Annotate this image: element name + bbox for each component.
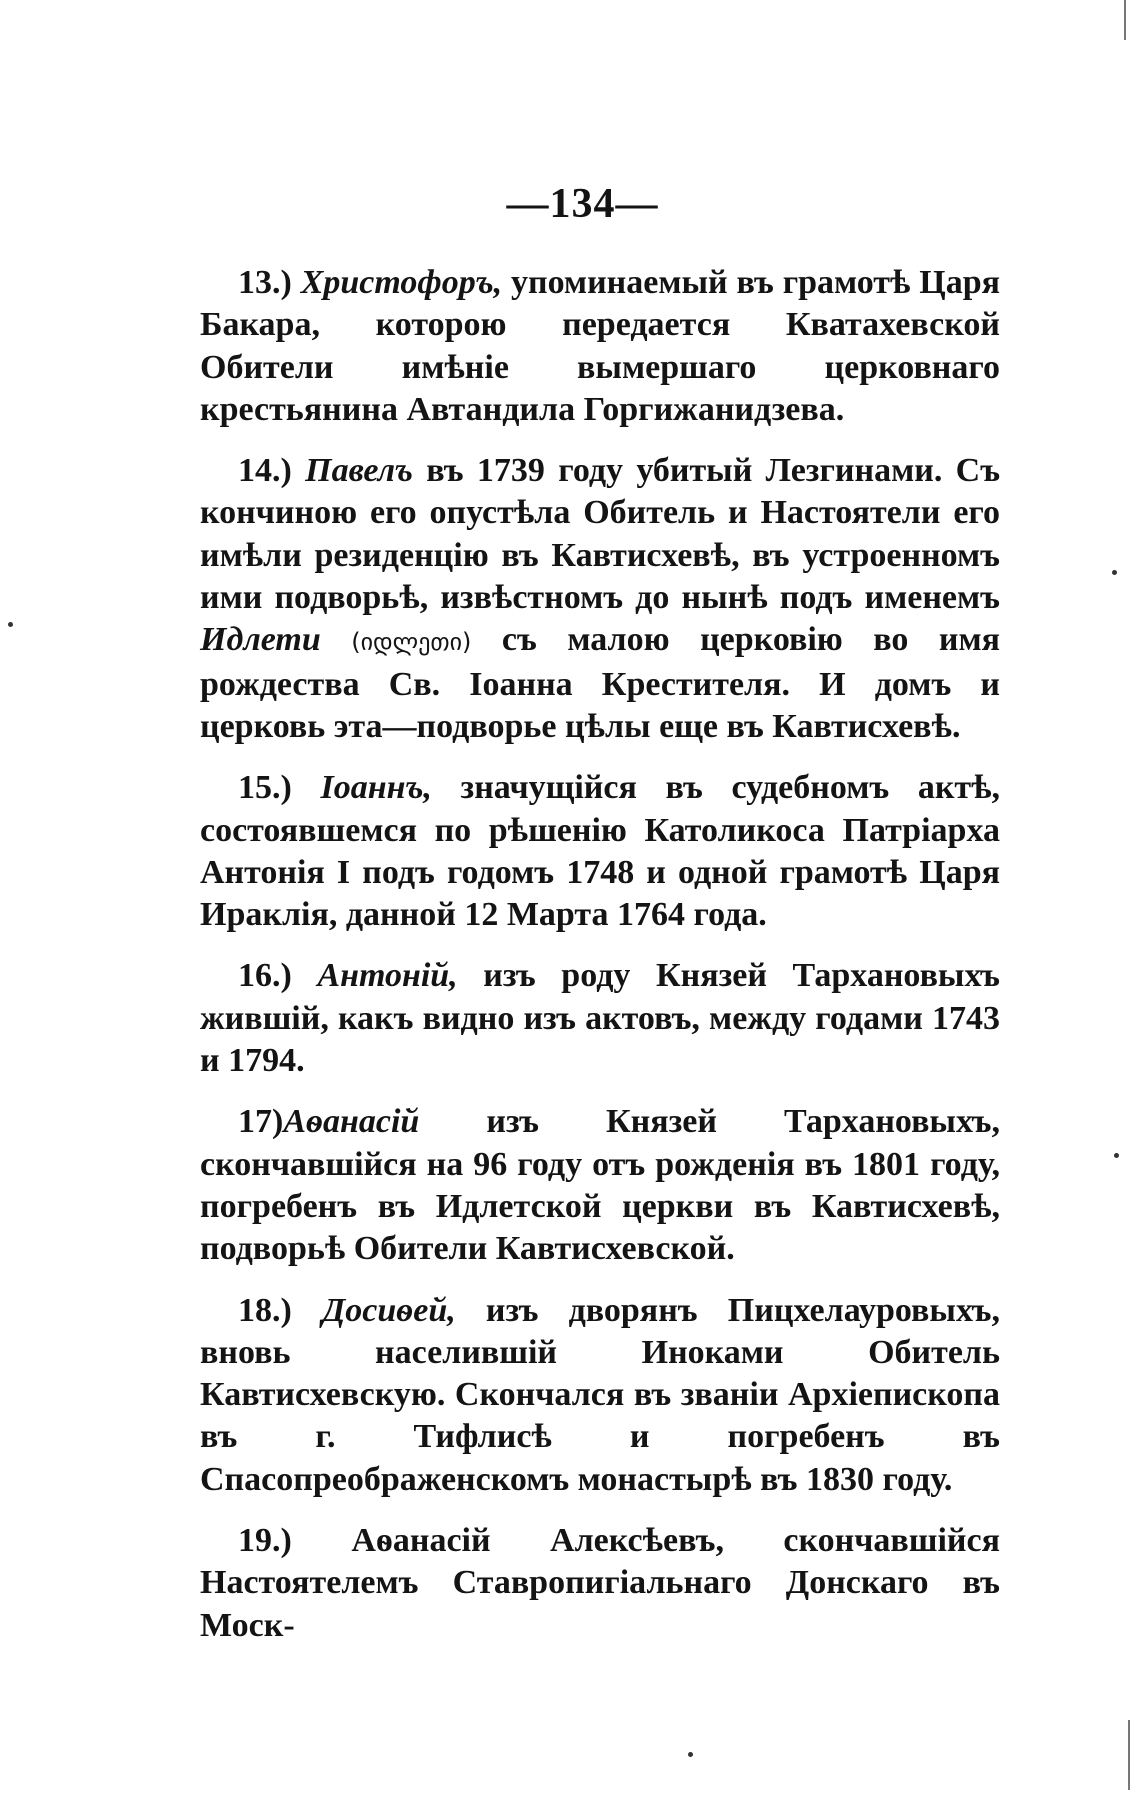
entry-text: Аѳанасій Алексѣевъ, скончавшійся Настоятелемъ Ставропигіальнаго Донскаго въ Моск- [200, 1522, 1000, 1644]
person-name: Досиѳей, [322, 1291, 456, 1329]
entry-number: 14.) [238, 452, 292, 490]
entry-text-continued: съ малою церковію во имя рождества Св. Іоанна Крестителя. И домъ и церковь эта—подворье цѣлы еще въ Кавтисхевѣ. [200, 621, 1001, 745]
entry-14 [200, 450, 1000, 748]
entry-number: 19.) [238, 1522, 292, 1560]
entry-text: изъ роду Князей Тархановыхъ жившій, какъ видно изъ актовъ, между годами 1743 и 1794. [200, 957, 1001, 1080]
person-name: Павелъ [305, 452, 413, 490]
page-number: —134— [506, 181, 659, 227]
entry-number: 16.) [238, 957, 292, 995]
scan-speck [8, 622, 13, 627]
entry-18 [200, 1290, 1000, 1501]
scan-speck [1114, 1153, 1119, 1158]
page-edge-mark [1124, 0, 1126, 40]
person-name: Антоній, [317, 957, 458, 995]
entry-17 [200, 1101, 1000, 1270]
entry-text: изъ Князей Тархановыхъ, скончавшійся на 96 году отъ рожденія въ 1801 году, погребенъ въ Идлетской церкви въ Кавтисхевѣ, подворьѣ Обители Кавтисхевской. [200, 1103, 1000, 1268]
scan-speck [1112, 570, 1117, 575]
entry-number: 15.) [238, 769, 292, 807]
person-name: Аѳанасій [283, 1103, 420, 1141]
entry-19 [200, 1520, 1000, 1647]
entry-text: упоминаемый въ грамотѣ Царя Бакара, которою передается Кватахевской Обители имѣніе вымершаго церковнаго крестьянина Автандила Горгижанидзева. [200, 264, 1001, 428]
entry-15 [200, 767, 1000, 936]
place-name: Идлети [200, 621, 321, 659]
entry-text: значущійся въ судебномъ актѣ, состоявшемся по рѣшенію Католикоса Патріарха Антонія I подъ годомъ 1748 и одной грамотѣ Царя Ираклія, данной 12 Марта 1764 года. [200, 769, 1001, 934]
scan-speck [688, 1752, 693, 1757]
georgian-place-name: (იდლეთი) [351, 628, 472, 657]
page-edge-mark [1128, 1720, 1130, 1790]
entry-text: въ 1739 году убитый Лезгинами. Съ кончиною его опустѣла Обитель и Настоятели его имѣли резиденцію въ Кавтисхевѣ, въ устроенномъ ими подворьѣ, извѣстномъ до нынѣ подъ именемъ [200, 452, 1001, 617]
entry-13 [200, 262, 1000, 431]
entry-number: 13.) [238, 264, 292, 301]
entry-number: 17) [238, 1103, 284, 1141]
entry-16 [200, 955, 1000, 1082]
entry-number: 18.) [238, 1291, 292, 1329]
person-name: Христофоръ, [300, 264, 503, 301]
text-column [200, 262, 1000, 1666]
entry-text: изъ дворянъ Пицхелауровыхъ, вновь населившій Иноками Обитель Кавтисхевскую. Скончался въ званіи Архіепископа въ г. Тифлисѣ и погребенъ въ Спасопреображенскомъ монастырѣ въ 1830 году. [200, 1291, 1000, 1498]
person-name: Іоаннъ, [320, 769, 432, 807]
